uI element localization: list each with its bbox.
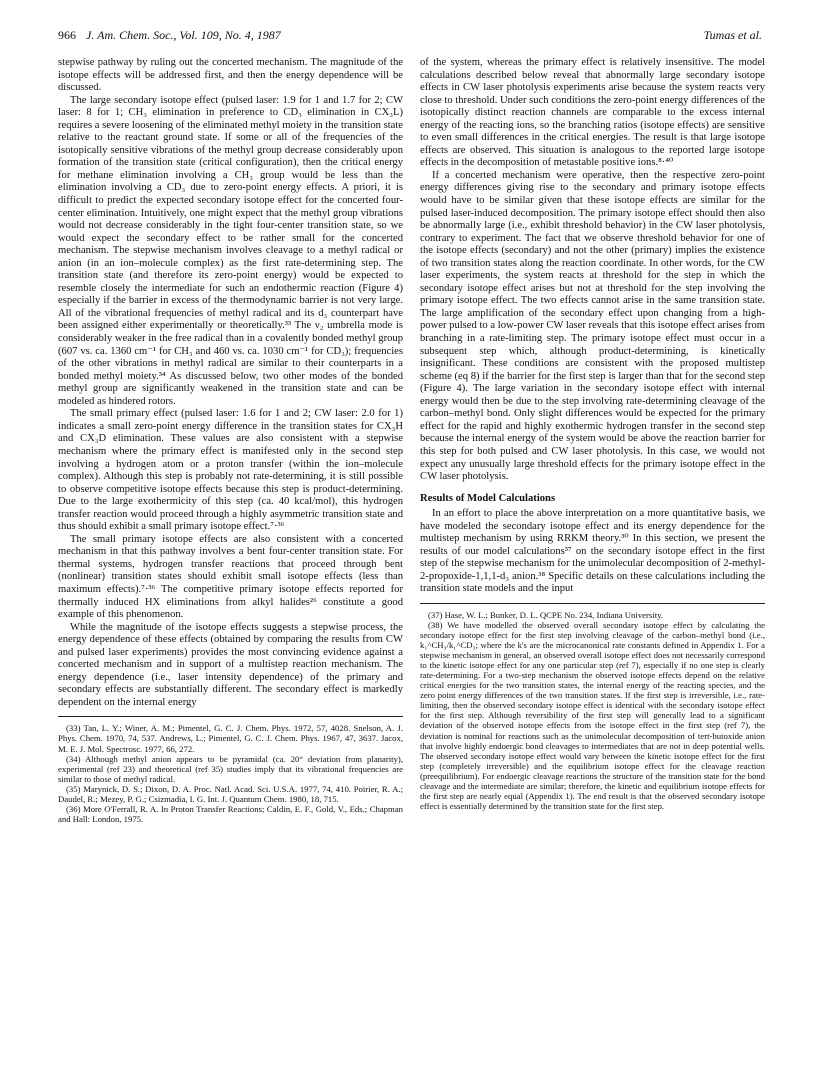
footnote: (36) More O'Ferrall, R. A. In Proton Transfer Reactions; Caldin, E. F., Gold, V., Eds.; Chapman and Hall: London, 1975. [58,803,403,824]
footnotes-left [58,716,403,823]
journal-citation: J. Am. Chem. Soc., Vol. 109, No. 4, 1987 [86,28,281,42]
body-paragraph: If a concerted mechanism were operative, then the respective zero-point energy differences giving rise to the secondary and primary isotope effects would have to be similar given that these isotope effects are similar for the pulsed laser-induced decomposition. The primary isotope effect should then also be abnormally large (i.e., exhibit threshold behavior) in the CW laser photolysis, contrary to experiment. The fact that we observe threshold behavior for one of the isotope effects (secondary) and not the other (primary) implies the existence of two transition states along the reaction coordinate. In other words, for the CW laser experiments, the system reacts at threshold for the step in which the secondary isotope effect arises but not at threshold for the step involving the primary isotope effect. The two effects cannot arise in the same transition state. The large amplification of the secondary effect upon changing from a high-power pulsed to a low-power CW laser reveals that this isotope effect arises from branching in a rate-limiting step. The primary isotope effect must occur in a subsequent step which, although product-determining, is kinetically insignificant. These conditions are consistent with the proposed multistep scheme (eq 8) if the barrier for the first step is larger than that for the second step (Figure 4). The large variation in the secondary isotope effect with internal energy would then be due to the step involving rate-determining cleavage of the carbon–methyl bond. Only slight differences would be expected for the primary effect for the rapid and highly exothermic hydrogen transfer in the second step because the internal energy of the system would be above the reaction barrier for this step for both pulsed and CW laser photolysis. In this case, we would not expect any unusually large threshold effects for the primary isotope effect in the CW laser photolysis. [420,169,765,483]
left-column [58,57,403,824]
page-number: 966 [58,28,76,42]
author-running-head: Tumas et al. [703,28,762,42]
section-heading: Results of Model Calculations [420,492,556,504]
footnotes-right [420,603,765,811]
header-left [58,28,281,43]
running-header [58,28,762,46]
body-paragraph: The large secondary isotope effect (pulsed laser: 1.9 for 1 and 1.7 for 2; CW laser: 8 for 1; CH₃ elimination in preference to CD₃ elimination in CX₃L) requires a severe loosening of the eliminated methyl moiety in the transition state relative to the reactant ground state. If some or all of the frequencies of the isotopically sensitive vibrations of the methyl group decrease considerably upon formation of the transition state (critical configuration), then the critical energy for methane elimination involving a CH₃ group would be less than the elimination involving a CD₃ due to zero-point energy effects. A priori, it is difficult to predict the expected secondary isotope effect for the concerted four-center elimination. Intuitively, one might expect that the methyl group vibrations would not decrease considerably in the tight four-center transition state, so we would expect the secondary effect to be rather small for the concerted mechanism. The stepwise mechanism involves cleavage to a methyl radical or anion (in an ion–molecule complex) as the first rate-determining step. The transition state (and therefore its zero-point energy) would be expected to resemble closely the intermediate for such an endothermic reaction (Figure 4) especially if the barrier in excess of the thermodynamic barrier is not very large. All of the vibrational frequencies of methyl radical and its d₃ counterpart have been assigned either experimentally or theoretically.³³ The ν₂ umbrella mode is considerably weaker in the free radical than in a covalently bonded methyl group (607 vs. ca. 1360 cm⁻¹ for CH₃ and 460 vs. ca. 1030 cm⁻¹ for CD₃); frequencies of the other vibrations in methyl radical are similar to their counterparts in a bonded methyl moiety.³⁴ As discussed below, two other modes of the bonded methyl group are significantly weakened in the transition state and can be modeled as hindered rotors. [58,94,403,407]
footnote: (33) Tan, L. Y.; Winer, A. M.; Pimentel, G. C. J. Chem. Phys. 1972, 57, 4028. Snelson, A. J. Phys. Chem. 1970, 74, 537. Andrews, L.; Pimentel, G. C. J. Chem. Phys. 1967, 47, 3637. Jacox, M. E. J. Mol. Spectrosc. 1977, 66, 272. [58,723,403,754]
body-paragraph: The small primary isotope effects are also consistent with a concerted mechanism in that this pathway involves a bent four-center transition state. For thermal systems, hydrogen transfer reactions that proceed through bent (nonlinear) transition states should exhibit small isotope effects (less than maximum effects).⁷·³⁶ The competitive primary isotope effects reported for thermally induced HX eliminations from alkyl halides²⁶ constitute a good example of this phenomenon. [58,533,403,621]
body-paragraph: stepwise pathway by ruling out the concerted mechanism. The magnitude of the isotope effects will be addressed first, and then the energy dependence will be discussed. [58,57,403,94]
body-paragraph: In an effort to place the above interpretation on a more quantitative basis, we have modeled the secondary isotope effect and its energy dependence for the multistep mechanism by using RRKM theory.³⁰ In this section, we present the results of our model calculations³⁷ on the secondary isotope effect in the first step of the stepwise mechanism for the unimolecular decomposition of 2-methyl-2-propoxide-1,1,1-d₃ anion.³⁸ Specific details on these calculations including the transition state models and the input [420,508,765,595]
body-paragraph: of the system, whereas the primary effect is relatively insensitive. The model calculations described below reveal that abnormally large secondary isotope effects in CW laser photolysis experiments arise because the system reacts very close to threshold. Under such conditions the zero-point energy differences of the isotopically distinct reaction channels are comparable to the excess internal energy of the reacting ions, so the branching ratios (isotope effects) are sensitive to even small differences in the critical energies. The result is that large isotope effects are observed. This situation is analogous to the reported large isotope effects in the decomposition of metastable positive ions.⁸·⁴⁰ [420,57,765,169]
right-column [420,57,765,811]
footnote: (35) Marynick, D. S.; Dixon, D. A. Proc. Natl. Acad. Sci. U.S.A. 1977, 74, 410. Poirier, R. A.; Daudel, R.; Mezey, P. G.; Csizmadia, I. G. Int. J. Quantum Chem. 1980, 18, 715. [58,783,403,804]
footnote: (37) Hase, W. L.; Bunker, D. L. QCPE No. 234, Indiana University. [428,609,664,620]
footnote: (34) Although methyl anion appears to be pyramidal (ca. 20° deviation from planarity), experimental (ref 23) and theoretical (ref 35) studies imply that its vibrational frequencies are similar to those of methyl radical. [58,753,403,784]
body-paragraph: While the magnitude of the isotope effects suggests a stepwise process, the energy dependence of these effects (obtained by comparing the results from CW and pulsed laser experiments) provides the most convincing evidence against a concerted mechanism and in support of a multistep reaction mechanism. The energy dependence (i.e., laser intensity dependence) of the primary and secondary effects are substantially different. The secondary effect is markedly dependent on the internal energy [58,621,403,708]
footnote: (38) We have modelled the observed overall secondary isotope effect by calculating the secondary isotope effect for the first step involving cleavage of the carbon–methyl bond (i.e., k₁^CH₃/k₁^CD₃; where the k's are the microcanonical rate constants defined in Appendix 1. For a stepwise mechanism in general, an observed overall isotope effect does not necessarily correspond to the kinetic isotope effect for any one particular step (ref 7), especially if no one step is clearly rate-determining. For a two-step mechanism the observed isotope effects depend on the relative critical energies for the two transition states, the internal energy of the reacting species, and the zero point energy differences of the two transition states. If the first step is irreversible, i.e., rate-limiting, then the observed secondary isotope effect is identical with the secondary isotope effect for the first step. Although reversibility of the first step will generally lead to a significant deviation of the observed isotope effects from the isotope effect in the first step (ref 7), the deviation is nominal for reactions such as the unimolecular decomposition of tert-butoxide anion that involve highly endoergic bond cleavages to intermediates that are not in deep potential wells. The observed secondary isotope effect would vary between the kinetic isotope effect for the first step (completely irreversible) and the equilibrium isotope effect for the cleavage reaction (preequilibrium). For endoergic cleavage reactions the structure of the transition state for the bond cleavage and the intermediate are similar; therefore, the kinetic and equilibrium isotope effects for the first step are nearly equal (Appendix 1). The end result is that the observed secondary isotope effect is essentially determined by the transition state for the first step. [420,620,765,811]
body-paragraph: The small primary effect (pulsed laser: 1.6 for 1 and 2; CW laser: 2.0 for 1) indicates a small zero-point energy difference in the transition states for CX₃H and CX₃D elimination. These values are also consistent with a stepwise mechanism where the primary effect is manifested only in the second step involving a hydrogen atom or a proton transfer (within the ion–molecule complex). Although this step is probably not rate-determining, it is still possible to observe competitive isotope effects because this step is product-determining. Due to the large exothermicity of this step (ca. 40 kcal/mol), this hydrogen transfer reaction would proceed through a highly asymmetric transition state and thus should exhibit a small primary isotope effect.⁷·³⁶ [58,408,403,533]
